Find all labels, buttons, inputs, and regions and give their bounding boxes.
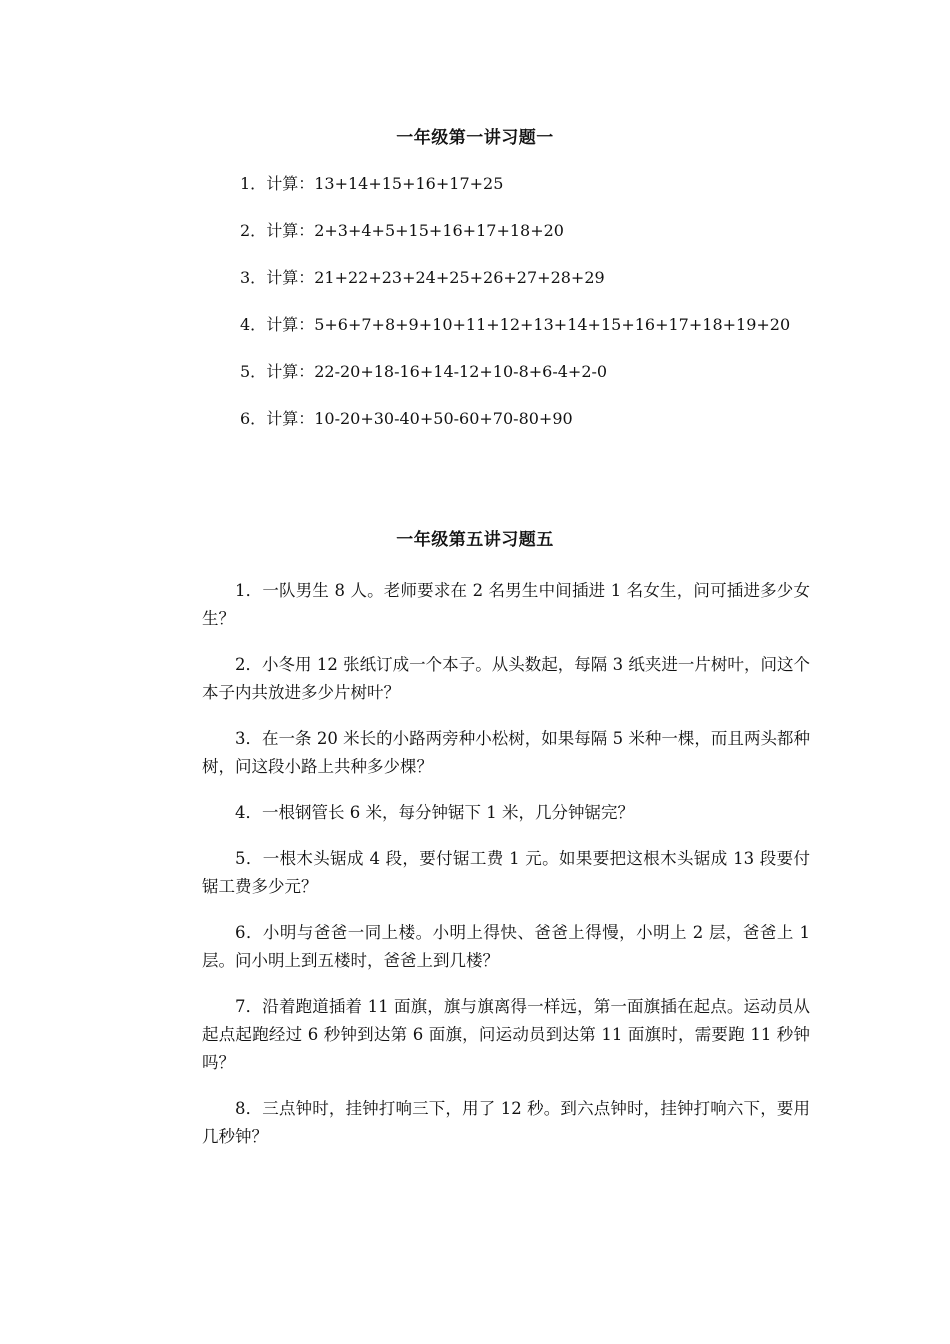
item-number: 2． xyxy=(240,221,267,240)
problem-paragraph: 1．一队男生 8 人。老师要求在 2 名男生中间插进 1 名女生，问可插进多少女生？ xyxy=(202,581,810,628)
problem-paragraph: 7．沿着跑道插着 11 面旗，旗与旗离得一样远，第一面旗插在起点。运动员从起点起跑经过 6 秒钟到达第 6 面旗，问运动员到达第 11 面旗时，需要跑 11 秒钟吗？ xyxy=(202,997,810,1072)
section2-title: 一年级第五讲习题五 xyxy=(396,530,554,550)
section1-title: 一年级第一讲习题一 xyxy=(396,128,554,148)
item-expression: 10-20+30-40+50-60+70-80+90 xyxy=(314,409,573,428)
item-label: 计算： xyxy=(266,362,315,381)
problem-paragraph: 3．在一条 20 米长的小路两旁种小松树，如果每隔 5 米种一棵，而且两头都种树，问这段小路上共种多少棵？ xyxy=(202,729,810,776)
item-number: 3． xyxy=(240,268,267,287)
list-item xyxy=(240,313,790,337)
list-item xyxy=(240,360,790,384)
item-number: 6． xyxy=(240,409,267,428)
problem-paragraph: 5．一根木头锯成 4 段，要付锯工费 1 元。如果要把这根木头锯成 13 段要付锯工费多少元？ xyxy=(202,849,810,896)
list-item xyxy=(240,407,790,431)
item-number: 5． xyxy=(240,362,267,381)
item-expression: 13+14+15+16+17+25 xyxy=(314,174,504,193)
list-item xyxy=(240,219,790,243)
item-label: 计算： xyxy=(266,221,315,240)
list-item xyxy=(240,172,790,196)
item-expression: 22-20+18-16+14-12+10-8+6-4+2-0 xyxy=(314,362,608,381)
problem-paragraph: 8．三点钟时，挂钟打响三下，用了 12 秒。到六点钟时，挂钟打响六下，要用几秒钟？ xyxy=(202,1099,810,1146)
section2-problems xyxy=(202,577,810,1169)
problem-paragraph: 6．小明与爸爸一同上楼。小明上得快、爸爸上得慢，小明上 2 层，爸爸上 1 层。问小明上到五楼时，爸爸上到几楼？ xyxy=(202,923,810,970)
item-label: 计算： xyxy=(266,315,315,334)
problem-paragraph: 4．一根钢管长 6 米，每分钟锯下 1 米，几分钟锯完？ xyxy=(235,803,634,822)
item-label: 计算： xyxy=(266,268,315,287)
item-label: 计算： xyxy=(266,174,315,193)
item-expression: 5+6+7+8+9+10+11+12+13+14+15+16+17+18+19+20 xyxy=(314,315,791,334)
problem-paragraph: 2．小冬用 12 张纸订成一个本子。从头数起，每隔 3 纸夹进一片树叶，问这个本子内共放进多少片树叶？ xyxy=(202,655,810,702)
section1-list xyxy=(240,172,790,454)
item-expression: 2+3+4+5+15+16+17+18+20 xyxy=(314,221,564,240)
list-item xyxy=(240,266,790,290)
item-label: 计算： xyxy=(266,409,315,428)
item-number: 4． xyxy=(240,315,267,334)
item-expression: 21+22+23+24+25+26+27+28+29 xyxy=(314,268,605,287)
item-number: 1． xyxy=(240,174,267,193)
